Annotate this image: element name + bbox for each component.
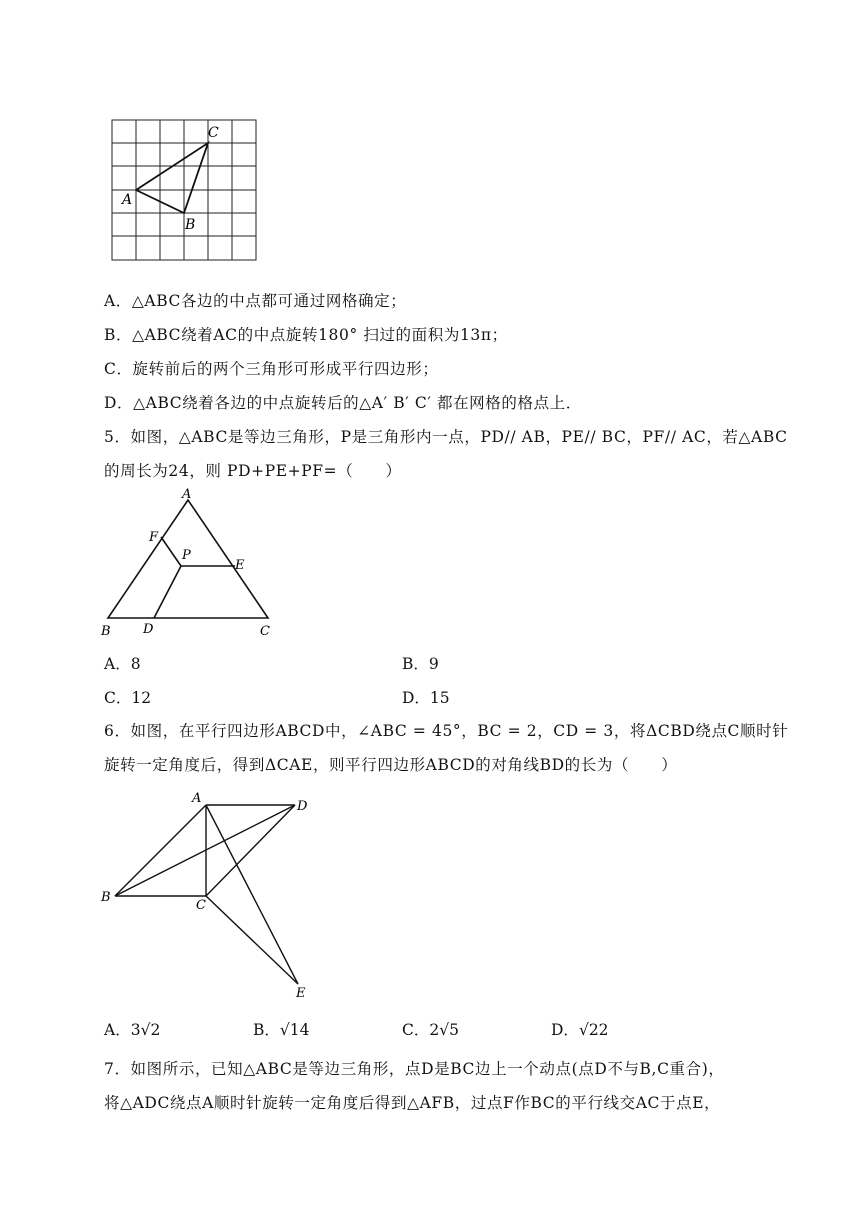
q4-label-b: B <box>185 217 196 233</box>
q6-option-b-prefix: B． <box>253 1021 280 1039</box>
q5-label-d: D <box>143 622 154 637</box>
q4-label-a: A <box>122 192 133 208</box>
q4-option-c: C．旋转前后的两个三角形可形成平行四边形； <box>104 360 439 378</box>
q6-option-c-value: 2√5 <box>429 1021 459 1039</box>
q6-option-d-prefix: D． <box>551 1021 579 1039</box>
q4-option-d: D．△ABC绕着各边的中点旋转后的△A′ B′ C′ 都在网格的格点上． <box>104 394 582 412</box>
q6-parallelogram-figure <box>98 790 328 1005</box>
q4-grid-figure <box>110 118 260 263</box>
q5-option-a: A．8 <box>104 655 141 673</box>
q6-option-a-prefix: A． <box>104 1021 131 1039</box>
q5-triangle-figure <box>98 484 288 644</box>
q6-label-d: D <box>297 799 308 814</box>
q6-label-a: A <box>192 791 202 806</box>
q6-option-d-value: √22 <box>578 1021 609 1039</box>
q4-triangle-abc <box>136 143 208 213</box>
q5-label-a: A <box>182 487 192 502</box>
q5-stem-line2: 的周长为24，则 PD+PE+PF=（ ） <box>104 462 402 480</box>
q5-label-f: F <box>149 530 159 545</box>
q6-option-c-prefix: C． <box>402 1021 430 1039</box>
q6-option-b <box>253 1018 310 1040</box>
q6-label-c: C <box>196 898 206 913</box>
q4-label-c: C <box>208 125 219 141</box>
q6-stem-line2: 旋转一定角度后，得到ΔCAE，则平行四边形ABCD的对角线BD的长为（ ） <box>104 756 678 774</box>
q4-option-b: B．△ABC绕着AC的中点旋转180° 扫过的面积为13π； <box>104 326 508 344</box>
q5-label-e: E <box>235 558 245 573</box>
q5-label-c: C <box>260 624 270 639</box>
q5-option-c: C．12 <box>104 689 152 707</box>
q5-option-d: D．15 <box>402 689 450 707</box>
q6-label-b: B <box>101 890 111 905</box>
q6-option-d <box>551 1018 609 1040</box>
q5-option-b: B．9 <box>402 655 439 673</box>
q6-option-c <box>402 1018 459 1040</box>
q5-stem-line1: 5．如图，△ABC是等边三角形，P是三角形内一点，PD// AB，PE// BC，PF// AC，若△ABC <box>104 428 788 446</box>
q6-label-e: E <box>296 986 306 1001</box>
q6-option-a-value: 3√2 <box>130 1021 161 1039</box>
q5-label-p: P <box>182 548 191 563</box>
q6-option-b-value: √14 <box>279 1021 310 1039</box>
q5-label-b: B <box>101 624 111 639</box>
q6-option-a <box>104 1018 160 1040</box>
q7-stem-line2: 将△ADC绕点A顺时针旋转一定角度后得到△AFB，过点F作BC的平行线交AC于点E， <box>104 1094 721 1112</box>
q4-option-a: A．△ABC各边的中点都可通过网格确定； <box>104 292 407 310</box>
q6-stem-line1: 6．如图，在平行四边形ABCD中，∠ABC = 45°，BC = 2，CD = 3，将ΔCBD绕点C顺时针 <box>104 722 789 740</box>
q7-stem-line1: 7．如图所示，已知△ABC是等边三角形，点D是BC边上一个动点(点D不与B,C重合)， <box>104 1060 725 1078</box>
